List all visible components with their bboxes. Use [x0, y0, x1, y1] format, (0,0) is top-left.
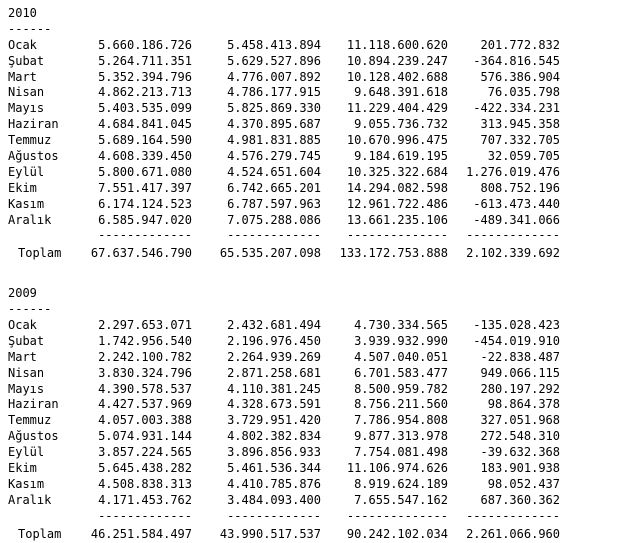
table-cell: 1.276.019.476	[466, 164, 560, 179]
total-value: 2.102.339.692	[466, 246, 560, 261]
table-cell: 4.370.895.687	[227, 117, 321, 132]
table-cell: 183.901.938	[480, 461, 560, 476]
total-label: Toplam	[18, 526, 62, 541]
month-label: Temmuz	[8, 413, 52, 428]
table-cell: 10.894.239.247	[346, 53, 448, 68]
table-row	[8, 133, 608, 149]
table-cell: 2.196.976.450	[227, 333, 321, 348]
table-cell: 3.729.951.420	[227, 413, 321, 428]
month-label: Mart	[8, 349, 37, 364]
table-cell: 4.730.334.565	[354, 318, 448, 333]
table-cell: -39.632.368	[480, 445, 560, 460]
table-cell: 10.325.322.684	[346, 164, 448, 179]
month-label: Mayıs	[8, 381, 45, 396]
table-cell: 9.184.619.195	[354, 149, 448, 164]
month-label: Haziran	[8, 397, 59, 412]
table-cell: -422.334.231	[473, 101, 560, 116]
table-cell: 4.057.003.388	[98, 413, 192, 428]
table-cell: 11.118.600.620	[346, 37, 448, 52]
section-2010	[8, 6, 608, 262]
table-row	[8, 382, 608, 398]
table-row	[8, 350, 608, 366]
table-cell: 11.229.404.429	[346, 101, 448, 116]
table-row	[8, 197, 608, 213]
table-cell: 3.484.093.400	[227, 492, 321, 507]
table-cell: 98.864.378	[487, 397, 560, 412]
month-label: Haziran	[8, 117, 59, 132]
table-cell: 4.608.339.450	[98, 149, 192, 164]
table-cell: 4.862.213.713	[98, 85, 192, 100]
table-cell: 4.576.279.745	[227, 149, 321, 164]
table-cell: 4.776.007.892	[227, 69, 321, 84]
table-row	[8, 318, 608, 334]
table-cell: 4.981.831.885	[227, 133, 321, 148]
total-row	[8, 246, 608, 262]
table-cell: 5.264.711.351	[98, 53, 192, 68]
table-cell: 4.524.651.604	[227, 164, 321, 179]
table-row	[8, 493, 608, 509]
table-row	[8, 413, 608, 429]
table-row	[8, 461, 608, 477]
table-cell: 808.752.196	[480, 180, 560, 195]
table-row	[8, 85, 608, 101]
table-cell: 5.825.869.330	[227, 101, 321, 116]
month-label: Kasım	[8, 196, 45, 211]
table-row	[8, 366, 608, 382]
table-cell: 4.171.453.762	[98, 492, 192, 507]
month-label: Nisan	[8, 85, 45, 100]
table-cell: 4.507.040.051	[354, 349, 448, 364]
table-cell: 2.242.100.782	[98, 349, 192, 364]
separator: -------------	[98, 228, 192, 243]
separator: --------------	[346, 508, 448, 523]
month-label: Aralık	[8, 492, 52, 507]
table-row	[8, 149, 608, 165]
table-cell: 5.629.527.896	[227, 53, 321, 68]
table-cell: 6.701.583.477	[354, 365, 448, 380]
total-row	[8, 527, 608, 543]
table-cell: 3.857.224.565	[98, 445, 192, 460]
table-cell: 10.670.996.475	[346, 133, 448, 148]
month-label: Aralık	[8, 212, 52, 227]
table-cell: 32.059.705	[487, 149, 560, 164]
table-row	[8, 54, 608, 70]
table-cell: 5.074.931.144	[98, 429, 192, 444]
table-cell: 3.896.856.933	[227, 445, 321, 460]
table-cell: 272.548.310	[480, 429, 560, 444]
table-row	[8, 477, 608, 493]
table-row	[8, 101, 608, 117]
table-cell: 9.877.313.978	[354, 429, 448, 444]
table-cell: -613.473.440	[473, 196, 560, 211]
table-row	[8, 213, 608, 229]
table-row	[8, 445, 608, 461]
table-row	[8, 181, 608, 197]
table-row	[8, 334, 608, 350]
month-label: Şubat	[8, 53, 45, 68]
total-label: Toplam	[18, 246, 62, 261]
table-cell: 14.294.082.598	[346, 180, 448, 195]
table-cell: 8.919.624.189	[354, 476, 448, 491]
table-cell: 6.742.665.201	[227, 180, 321, 195]
table-cell: 3.830.324.796	[98, 365, 192, 380]
separator-row	[8, 509, 608, 525]
table-cell: 8.500.959.782	[354, 381, 448, 396]
table-cell: 98.052.437	[487, 476, 560, 491]
table-cell: -489.341.066	[473, 212, 560, 227]
table-cell: 5.352.394.796	[98, 69, 192, 84]
table-cell: 9.055.736.732	[354, 117, 448, 132]
table-cell: 2.297.653.071	[98, 318, 192, 333]
month-label: Kasım	[8, 476, 45, 491]
total-value: 90.242.102.034	[346, 526, 448, 541]
table-cell: 76.035.798	[487, 85, 560, 100]
month-label: Ekim	[8, 461, 37, 476]
table-cell: 4.427.537.969	[98, 397, 192, 412]
year-underline: ------	[8, 302, 52, 317]
table-cell: 576.386.904	[480, 69, 560, 84]
table-row	[8, 429, 608, 445]
year-heading: 2010	[8, 6, 37, 20]
separator: --------------	[346, 228, 448, 243]
table-cell: 7.075.288.086	[227, 212, 321, 227]
table-cell: 5.800.671.080	[98, 164, 192, 179]
month-label: Şubat	[8, 333, 45, 348]
table-cell: -454.019.910	[473, 333, 560, 348]
table-cell: 4.508.838.313	[98, 476, 192, 491]
table-cell: 2.432.681.494	[227, 318, 321, 333]
table-cell: 327.051.968	[480, 413, 560, 428]
month-label: Mayıs	[8, 101, 45, 116]
total-value: 65.535.207.098	[219, 246, 321, 261]
separator: -------------	[98, 508, 192, 523]
table-row	[8, 38, 608, 54]
month-label: Ağustos	[8, 149, 59, 164]
table-row	[8, 165, 608, 181]
table-cell: 7.754.081.498	[354, 445, 448, 460]
table-cell: 4.110.381.245	[227, 381, 321, 396]
table-cell: 7.786.954.808	[354, 413, 448, 428]
separator: -------------	[466, 228, 560, 243]
table-row	[8, 397, 608, 413]
table-cell: 687.360.362	[480, 492, 560, 507]
table-cell: 201.772.832	[480, 37, 560, 52]
total-value: 43.990.517.537	[219, 526, 321, 541]
month-label: Eylül	[8, 445, 45, 460]
month-label: Nisan	[8, 365, 45, 380]
total-value: 67.637.546.790	[90, 246, 192, 261]
table-cell: 2.264.939.269	[227, 349, 321, 364]
table-cell: 4.328.673.591	[227, 397, 321, 412]
table-cell: 6.787.597.963	[227, 196, 321, 211]
month-label: Ekim	[8, 180, 37, 195]
month-label: Eylül	[8, 164, 45, 179]
table-cell: 7.655.547.162	[354, 492, 448, 507]
separator: -------------	[466, 508, 560, 523]
section-2009	[8, 286, 608, 542]
table-cell: 13.661.235.106	[346, 212, 448, 227]
table-cell: 3.939.932.990	[354, 333, 448, 348]
table-cell: 949.066.115	[480, 365, 560, 380]
table-cell: 2.871.258.681	[227, 365, 321, 380]
report	[8, 6, 608, 543]
table-cell: 313.945.358	[480, 117, 560, 132]
year-underline: ------	[8, 21, 52, 36]
separator: -------------	[227, 508, 321, 523]
table-cell: 5.645.438.282	[98, 461, 192, 476]
table-cell: 4.410.785.876	[227, 476, 321, 491]
table-cell: 6.585.947.020	[98, 212, 192, 227]
table-cell: -364.816.545	[473, 53, 560, 68]
table-cell: 7.551.417.397	[98, 180, 192, 195]
table-cell: 11.106.974.626	[346, 461, 448, 476]
month-label: Mart	[8, 69, 37, 84]
table-cell: 6.174.124.523	[98, 196, 192, 211]
separator-row	[8, 228, 608, 244]
table-cell: 707.332.705	[480, 133, 560, 148]
table-cell: 5.461.536.344	[227, 461, 321, 476]
table-cell: 4.786.177.915	[227, 85, 321, 100]
total-value: 46.251.584.497	[90, 526, 192, 541]
table-cell: 280.197.292	[480, 381, 560, 396]
table-cell: 5.660.186.726	[98, 37, 192, 52]
table-cell: 5.689.164.590	[98, 133, 192, 148]
table-cell: 12.961.722.486	[346, 196, 448, 211]
table-row	[8, 117, 608, 133]
table-cell: 1.742.956.540	[98, 333, 192, 348]
table-cell: 8.756.211.560	[354, 397, 448, 412]
table-cell: 9.648.391.618	[354, 85, 448, 100]
total-value: 133.172.753.888	[339, 246, 448, 261]
month-label: Ocak	[8, 37, 37, 52]
table-cell: -22.838.487	[480, 349, 560, 364]
total-value: 2.261.066.960	[466, 526, 560, 541]
table-cell: 10.128.402.688	[346, 69, 448, 84]
table-row	[8, 70, 608, 86]
year-heading: 2009	[8, 286, 37, 301]
table-cell: -135.028.423	[473, 318, 560, 333]
separator: -------------	[227, 228, 321, 243]
month-label: Ağustos	[8, 429, 59, 444]
table-cell: 5.458.413.894	[227, 37, 321, 52]
table-cell: 4.802.382.834	[227, 429, 321, 444]
table-cell: 4.684.841.045	[98, 117, 192, 132]
table-cell: 5.403.535.099	[98, 101, 192, 116]
table-cell: 4.390.578.537	[98, 381, 192, 396]
month-label: Ocak	[8, 318, 37, 333]
month-label: Temmuz	[8, 133, 52, 148]
